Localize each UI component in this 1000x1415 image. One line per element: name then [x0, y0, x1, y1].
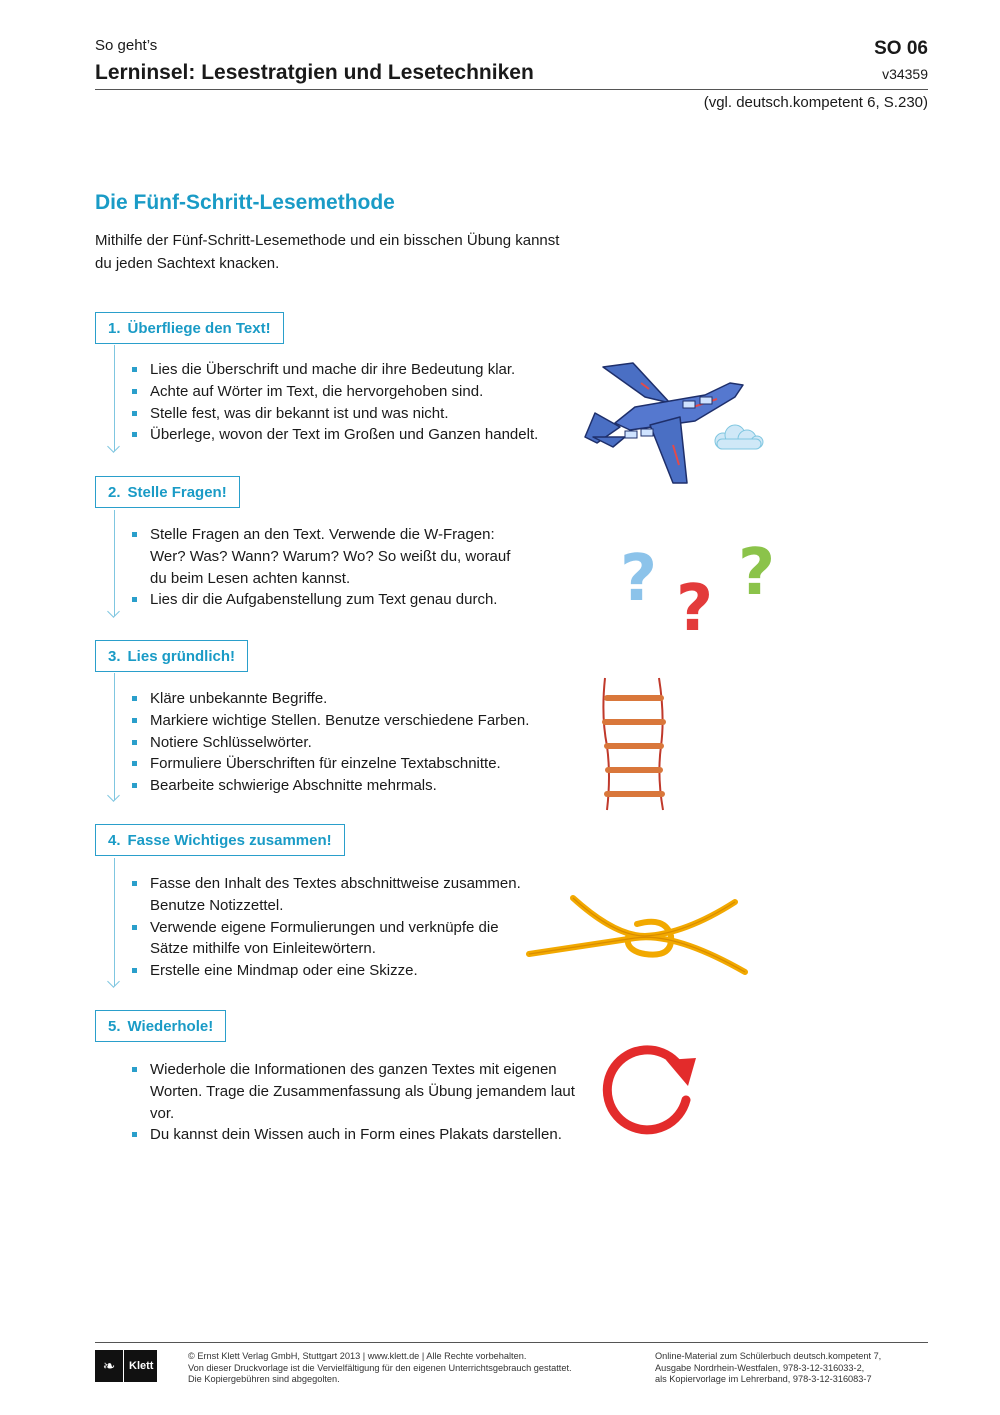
airplane-icon: [575, 355, 770, 490]
list-item: Lies dir die Aufgabenstellung zum Text genau durch.: [131, 589, 521, 611]
step-1-list: [131, 359, 538, 446]
list-item: Verwende eigene Formulierungen und verknüpfe die Sätze mithilfe von Einleitewörtern.: [131, 917, 521, 961]
step-1-connector: [114, 345, 115, 451]
step-1-header: [95, 312, 284, 344]
step-4-arrow-icon: [107, 975, 120, 988]
list-item: Erstelle eine Mindmap oder eine Skizze.: [131, 960, 521, 982]
svg-text:?: ?: [620, 542, 658, 616]
list-item: Fasse den Inhalt des Textes abschnittweise zusammen. Benutze Notizzettel.: [131, 873, 521, 917]
step-2-connector: [114, 510, 115, 616]
repeat-arrow-icon: [598, 1040, 708, 1140]
step-3-arrow-icon: [107, 789, 120, 802]
svg-text:?: ?: [676, 572, 714, 640]
klett-mark-icon: ❧: [95, 1350, 124, 1382]
list-item: Wiederhole die Informationen des ganzen Textes mit eigenen Worten. Trage die Zusammenfassung als Übung jemandem laut vor.: [131, 1059, 601, 1124]
step-2-header: [95, 476, 240, 508]
step-3-list: [131, 688, 529, 797]
footer-line: Von dieser Druckvorlage ist die Vervielfältigung für den eigenen Unterrichtsgebrauch gestattet.: [188, 1362, 572, 1373]
step-number: 3.: [108, 647, 121, 665]
footer-line: Ausgabe Nordrhein-Westfalen, 978-3-12-316033-2,: [655, 1362, 865, 1373]
intro-text: Mithilfe der Fünf-Schritt-Lesemethode und ein bisschen Übung kannst du jeden Sachtext knacken.: [95, 232, 560, 272]
section-heading: Die Fünf-Schritt-Lesemethode: [95, 191, 395, 214]
copyright-notice: [188, 1351, 572, 1386]
list-item: Bearbeite schwierige Abschnitte mehrmals.: [131, 775, 529, 797]
source-notice: [655, 1351, 881, 1386]
list-item: Stelle Fragen an den Text. Verwende die W-Fragen: Wer? Was? Wann? Warum? Wo? So weißt du, worauf du beim Lesen achten kannst.: [131, 524, 521, 589]
document-title: Lerninsel: Lesestratgien und Lesetechniken: [95, 61, 534, 84]
logo-text: Klett: [129, 1360, 154, 1372]
step-title: Stelle Fragen!: [127, 483, 227, 501]
list-item: Überlege, wovon der Text im Großen und Ganzen handelt.: [131, 424, 538, 446]
step-2-list: [131, 524, 521, 611]
publisher-logo: [95, 1350, 157, 1382]
step-number: 1.: [108, 319, 121, 337]
book-reference: (vgl. deutsch.kompetent 6, S.230): [703, 94, 928, 111]
footer-divider: [95, 1342, 928, 1343]
list-item: Notiere Schlüsselwörter.: [131, 732, 529, 754]
rope-knot-icon: [525, 888, 750, 980]
step-3-header: [95, 640, 248, 672]
step-number: 5.: [108, 1017, 121, 1035]
sheet-code: SO 06: [874, 38, 928, 59]
footer-line: © Ernst Klett Verlag GmbH, Stuttgart 2013 | www.klett.de | Alle Rechte vorbehalten.: [188, 1351, 527, 1361]
step-number: 2.: [108, 483, 121, 501]
sheet-version: v34359: [882, 66, 928, 82]
question-marks-icon: [612, 530, 782, 640]
list-item: Stelle fest, was dir bekannt ist und was nicht.: [131, 403, 538, 425]
header-divider: [95, 89, 928, 90]
step-5-header: [95, 1010, 226, 1042]
svg-text:?: ?: [738, 536, 776, 610]
step-3-connector: [114, 673, 115, 800]
list-item: Kläre unbekannte Begriffe.: [131, 688, 529, 710]
rope-ladder-icon: [595, 676, 675, 812]
footer-line: Die Kopiergebühren sind abgegolten.: [188, 1374, 340, 1384]
header-kicker: So geht’s: [95, 37, 158, 54]
list-item: Markiere wichtige Stellen. Benutze verschiedene Farben.: [131, 710, 529, 732]
step-1-arrow-icon: [107, 440, 120, 453]
list-item: Du kannst dein Wissen auch in Form eines Plakats darstellen.: [131, 1124, 601, 1146]
footer-line: Online-Material zum Schülerbuch deutsch.kompetent 7,: [655, 1351, 882, 1361]
step-2-arrow-icon: [107, 605, 120, 618]
step-title: Wiederhole!: [127, 1017, 214, 1035]
step-number: 4.: [108, 831, 121, 849]
step-5-list: [131, 1059, 601, 1146]
list-item: Lies die Überschrift und mache dir ihre Bedeutung klar.: [131, 359, 538, 381]
footer-line: als Kopiervorlage im Lehrerband, 978-3-12-316083-7: [655, 1374, 872, 1384]
step-title: Lies gründlich!: [127, 647, 236, 665]
step-4-header: [95, 824, 345, 856]
step-4-list: [131, 873, 521, 982]
step-4-connector: [114, 858, 115, 986]
list-item: Formuliere Überschriften für einzelne Textabschnitte.: [131, 753, 529, 775]
step-title: Fasse Wichtiges zusammen!: [127, 831, 332, 849]
step-title: Überfliege den Text!: [127, 319, 271, 337]
list-item: Achte auf Wörter im Text, die hervorgehoben sind.: [131, 381, 538, 403]
